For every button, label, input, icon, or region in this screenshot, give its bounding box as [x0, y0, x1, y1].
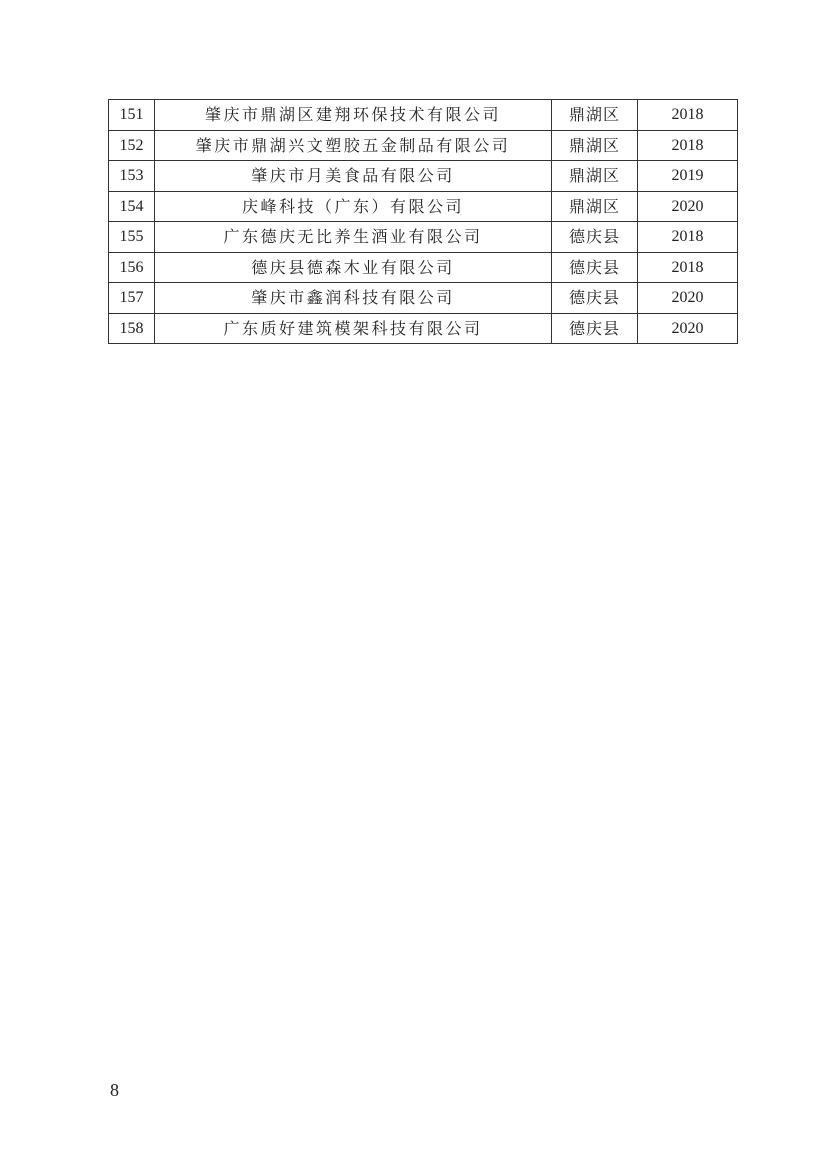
row-number-cell: 154 — [109, 191, 155, 222]
row-number-cell: 156 — [109, 252, 155, 283]
company-name-cell: 肇庆市鼎湖兴文塑胶五金制品有限公司 — [155, 130, 552, 161]
district-cell: 德庆县 — [552, 313, 638, 344]
table-body — [109, 100, 738, 344]
district-cell: 鼎湖区 — [552, 161, 638, 192]
year-cell: 2018 — [638, 130, 738, 161]
company-name-cell: 肇庆市月美食品有限公司 — [155, 161, 552, 192]
year-cell: 2020 — [638, 283, 738, 314]
row-number-cell: 157 — [109, 283, 155, 314]
company-name-cell: 广东质好建筑模架科技有限公司 — [155, 313, 552, 344]
district-cell: 德庆县 — [552, 252, 638, 283]
row-number-cell: 153 — [109, 161, 155, 192]
year-cell: 2018 — [638, 222, 738, 253]
row-number-cell: 155 — [109, 222, 155, 253]
year-cell: 2020 — [638, 191, 738, 222]
row-number-cell: 152 — [109, 130, 155, 161]
table-row — [109, 100, 738, 131]
district-cell: 鼎湖区 — [552, 191, 638, 222]
company-name-cell: 肇庆市鼎湖区建翔环保技术有限公司 — [155, 100, 552, 131]
table-row — [109, 252, 738, 283]
table-row — [109, 161, 738, 192]
row-number-cell: 158 — [109, 313, 155, 344]
row-number-cell: 151 — [109, 100, 155, 131]
table-row — [109, 283, 738, 314]
year-cell: 2019 — [638, 161, 738, 192]
year-cell: 2018 — [638, 100, 738, 131]
table-row — [109, 222, 738, 253]
year-cell: 2020 — [638, 313, 738, 344]
company-name-cell: 德庆县德森木业有限公司 — [155, 252, 552, 283]
district-cell: 鼎湖区 — [552, 100, 638, 131]
district-cell: 德庆县 — [552, 283, 638, 314]
page-number: 8 — [110, 1080, 119, 1100]
table-row — [109, 191, 738, 222]
table-row — [109, 313, 738, 344]
district-cell: 鼎湖区 — [552, 130, 638, 161]
company-name-cell: 肇庆市鑫润科技有限公司 — [155, 283, 552, 314]
district-cell: 德庆县 — [552, 222, 638, 253]
table-row — [109, 130, 738, 161]
year-cell: 2018 — [638, 252, 738, 283]
company-name-cell: 庆峰科技（广东）有限公司 — [155, 191, 552, 222]
company-name-cell: 广东德庆无比养生酒业有限公司 — [155, 222, 552, 253]
company-table — [108, 99, 738, 344]
